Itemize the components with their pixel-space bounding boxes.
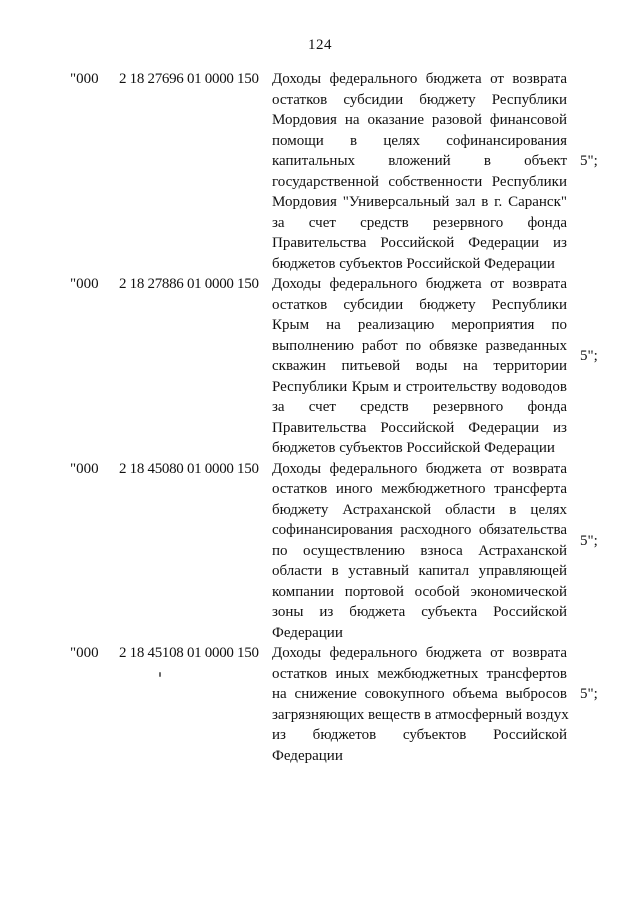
- revenue-name: [272, 643, 567, 766]
- revenue-name-line: за счет средств резервного фонда: [272, 214, 567, 231]
- revenue-name-line: помощи в целях софинансирования: [272, 132, 567, 149]
- revenue-name-line: Доходы федерального бюджета от возврата: [272, 276, 567, 292]
- revenue-name-line: на снижение совокупного объема выбросов: [272, 686, 567, 702]
- row-terminator: 5";: [580, 348, 598, 364]
- admin-code: "000: [70, 460, 99, 477]
- row-terminator: 5";: [580, 686, 598, 702]
- revenue-name-line: государственной собственности Республики: [272, 173, 567, 190]
- revenue-name-line: Доходы федерального бюджета от возврата: [272, 71, 567, 87]
- revenue-name-line: Правительства Российской Федерации из: [272, 235, 567, 251]
- revenue-name: [272, 274, 567, 459]
- revenue-name-line: остатков иного межбюджетного трансферта: [272, 481, 567, 497]
- row-terminator: 5";: [580, 153, 598, 169]
- revenue-name-line: области в уставный капитал управляющей: [272, 563, 567, 579]
- revenue-name-line: выполнению работ по обвязке разведанных: [272, 337, 567, 354]
- revenue-name-line: Правительства Российской Федерации из: [272, 419, 567, 436]
- revenue-name-line: за счет средств резервного фонда: [272, 399, 567, 415]
- revenue-name-line: Мордовия "Универсальный зал в г. Саранск": [272, 194, 567, 210]
- revenue-name-line: бюджету Астраханской области в целях: [272, 501, 567, 518]
- revenue-name-line: из бюджетов субъектов Российской: [272, 727, 567, 743]
- budget-classification-code: 2 18 27696 01 0000 150: [119, 71, 259, 87]
- budget-classification-code: 2 18 27886 01 0000 150: [119, 276, 259, 292]
- revenue-name-line: Федерации: [272, 624, 343, 641]
- revenue-name-line: капитальных вложений в объект: [272, 153, 567, 169]
- row-terminator: 5";: [580, 532, 598, 549]
- admin-code: "000: [70, 645, 99, 661]
- table-row: [0, 643, 640, 766]
- budget-classification-code: 2 18 45080 01 0000 150: [119, 460, 259, 477]
- revenue-name-line: Мордовия на оказание разовой финансовой: [272, 112, 567, 128]
- table-row: [0, 459, 640, 644]
- revenue-name-line: бюджетов субъектов Российской Федерации: [272, 255, 555, 272]
- revenue-name-line: остатков субсидии бюджету Республики: [272, 296, 567, 313]
- admin-code: "000: [70, 71, 99, 87]
- revenue-name-line: остатков субсидии бюджету Республики: [272, 91, 567, 108]
- admin-code: "000: [70, 276, 99, 292]
- revenue-name-line: Крым на реализацию мероприятия по: [272, 317, 567, 333]
- revenue-name-line: компании портовой особой экономической: [272, 583, 567, 600]
- revenue-name: [272, 459, 567, 644]
- revenue-name-line: по осуществлению взноса Астраханской: [272, 542, 567, 559]
- revenue-name-line: Доходы федерального бюджета от возврата: [272, 460, 567, 477]
- revenue-name-line: зоны из бюджета субъекта Российской: [272, 604, 567, 620]
- revenue-name-line: загрязняющих веществ в атмосферный воздух: [272, 706, 569, 723]
- table-row: [0, 69, 640, 274]
- page-number: 124: [308, 37, 332, 53]
- revenue-name-line: софинансирования расходного обязательства: [272, 522, 567, 538]
- revenue-name-line: Доходы федерального бюджета от возврата: [272, 645, 567, 661]
- scan-speck: [159, 672, 161, 677]
- revenue-code-table: [0, 69, 640, 766]
- revenue-name-line: Федерации: [272, 747, 343, 764]
- table-row: [0, 274, 640, 459]
- revenue-name-line: Республики Крым и строительству водоводов: [272, 378, 567, 395]
- revenue-name-line: остатков иных межбюджетных трансфертов: [272, 665, 567, 682]
- revenue-name-line: бюджетов субъектов Российской Федерации: [272, 440, 555, 456]
- revenue-name: [272, 69, 567, 274]
- revenue-name-line: скважин питьевой воды на территории: [272, 358, 567, 374]
- budget-classification-code: 2 18 45108 01 0000 150: [119, 645, 259, 661]
